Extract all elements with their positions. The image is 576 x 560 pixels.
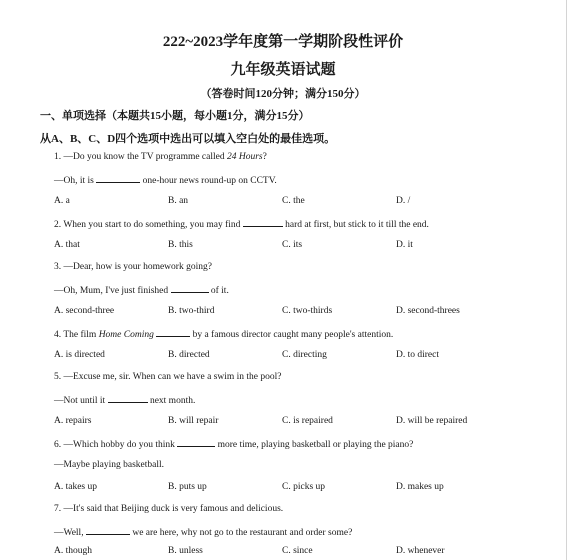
- section-heading: 一、单项选择（本题共15小题，每小题1分，满分15分）: [40, 110, 310, 122]
- q5-option-a: A. repairs: [54, 416, 92, 426]
- q2-option-c: C. its: [282, 240, 303, 250]
- question-5-stem: 5. —Excuse me, sir. When can we have a swim in the pool?: [54, 372, 282, 382]
- q7-option-b: B. unless: [168, 546, 203, 556]
- exam-title: 222~2023学年度第一学期阶段性评价: [162, 34, 404, 50]
- section-instruction: 从A、B、C、D四个选项中选出可以填入空白处的最佳选项。: [40, 133, 336, 145]
- q6-option-c: C. picks up: [282, 482, 326, 492]
- exam-note: （答卷时间120分钟；满分150分）: [200, 88, 366, 100]
- question-2-stem: 2. When you start to do something, you may find hard at first, but stick to it till the end.: [54, 220, 429, 230]
- answer-blank: [177, 438, 215, 447]
- q1-option-c: C. the: [282, 196, 305, 206]
- question-6-reply: —Maybe playing basketball.: [54, 460, 165, 470]
- question-1-reply: —Oh, it is one-hour news round-up on CCTV.: [54, 176, 277, 186]
- page-edge: [566, 0, 567, 560]
- q5-option-c: C. is repaired: [282, 416, 333, 426]
- question-4-stem: 4. The film Home Coming by a famous director caught many people's attention.: [54, 330, 394, 340]
- q3-option-c: C. two-thirds: [282, 306, 333, 316]
- exam-subtitle: 九年级英语试题: [230, 62, 336, 78]
- question-3-reply: —Oh, Mum, I've just finished of it.: [54, 286, 229, 296]
- q4-option-c: C. directing: [282, 350, 327, 360]
- q1-option-d: D. /: [396, 196, 411, 206]
- answer-blank: [86, 526, 130, 535]
- film-title: Home Coming: [98, 330, 154, 340]
- q5-option-d: D. will be repaired: [396, 416, 468, 426]
- q2-option-a: A. that: [54, 240, 80, 250]
- program-name: 24 Hours: [227, 152, 263, 162]
- question-6-stem: 6. —Which hobby do you think more time, playing basketball or playing the piano?: [54, 440, 414, 450]
- q2-option-b: B. this: [168, 240, 193, 250]
- answer-blank: [108, 394, 148, 403]
- q6-option-b: B. puts up: [168, 482, 207, 492]
- q1-option-b: B. an: [168, 196, 189, 206]
- q3-option-d: D. second-threes: [396, 306, 460, 316]
- q7-option-c: C. since: [282, 546, 313, 556]
- q6-option-d: D. makes up: [396, 482, 444, 492]
- q3-option-a: A. second-three: [54, 306, 115, 316]
- question-5-reply: —Not until it next month.: [54, 396, 196, 406]
- q6-option-a: A. takes up: [54, 482, 98, 492]
- q7-option-a: A. though: [54, 546, 92, 556]
- q4-option-a: A. is directed: [54, 350, 105, 360]
- q2-option-d: D. it: [396, 240, 413, 250]
- answer-blank: [96, 174, 140, 183]
- answer-blank: [243, 218, 283, 227]
- q4-option-d: D. to direct: [396, 350, 440, 360]
- answer-blank: [171, 284, 209, 293]
- q3-option-b: B. two-third: [168, 306, 215, 316]
- q4-option-b: B. directed: [168, 350, 210, 360]
- q7-option-d: D. whenever: [396, 546, 445, 556]
- question-1-stem: 1. —Do you know the TV programme called 24 Hours?: [54, 152, 267, 162]
- question-3-stem: 3. —Dear, how is your homework going?: [54, 262, 212, 272]
- q1-option-a: A. a: [54, 196, 70, 206]
- question-7-reply: —Well, we are here, why not go to the restaurant and order some?: [54, 528, 353, 538]
- answer-blank: [156, 328, 190, 337]
- q5-option-b: B. will repair: [168, 416, 219, 426]
- question-7-stem: 7. —It's said that Beijing duck is very famous and delicious.: [54, 504, 284, 514]
